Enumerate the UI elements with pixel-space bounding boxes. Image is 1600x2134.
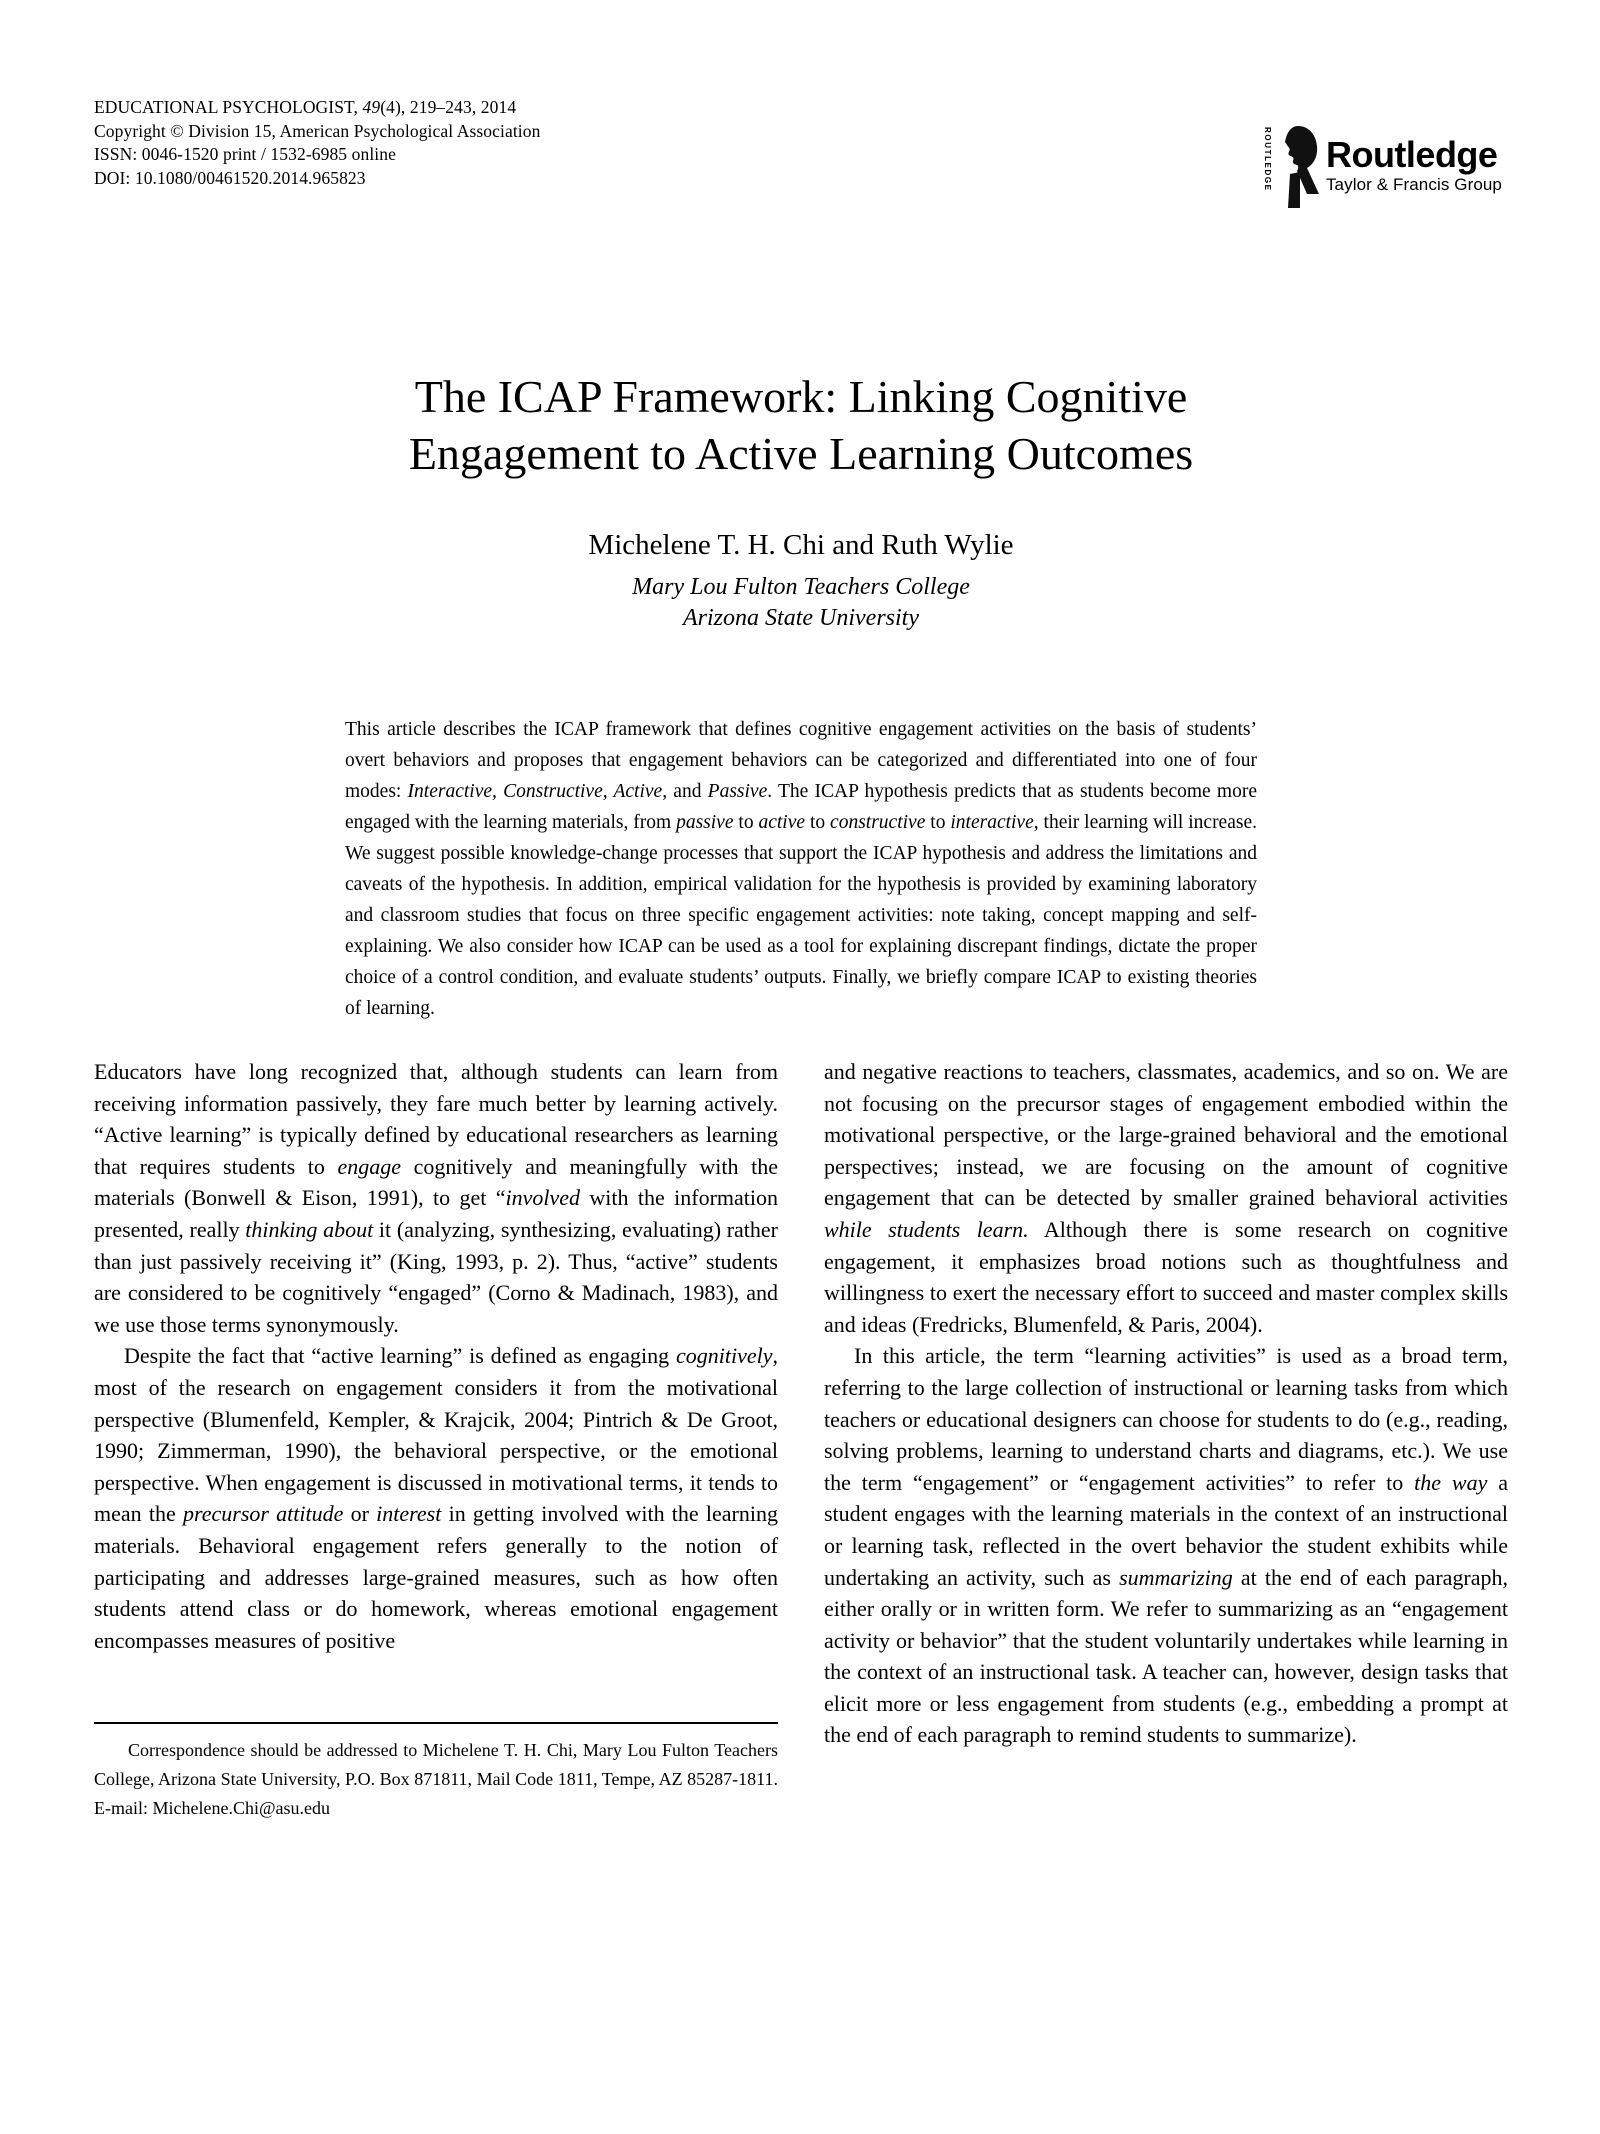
journal-citation-line: EDUCATIONAL PSYCHOLOGIST, 49(4), 219–243, 2014 <box>94 97 517 117</box>
issn-line: ISSN: 0046-1520 print / 1532-6985 online <box>94 144 396 164</box>
body-paragraph: Educators have long recognized that, although students can learn from receiving information passively, they fare much better by learning actively. “Active learning” is typically defined by educational researchers as learning that requires students to engage cognitively and meaningfully with the materials (Bonwell & Eison, 1991), to get “involved with the information presented, really thinking about it (analyzing, synthesizing, evaluating) rather than just passively receiving it” (King, 1993, p. 2). Thus, “active” students are considered to be cognitively “engaged” (Corno & Madinach, 1983), and we use those terms synonymously. <box>94 1059 779 1337</box>
body-paragraph: Despite the fact that “active learning” is defined as engaging cognitively, most of the research on engagement considers it from the motivational perspective (Blumenfeld, Kempler, & Krajcik, 2004; Pintrich & De Groot, 1990; Zimmerman, 1990), the behavioral perspective, or the emotional perspective. When engagement is discussed in motivational terms, it tends to mean the precursor attitude or interest in getting involved with the learning materials. Behavioral engagement refers generally to the notion of participating and addresses large-grained measures, such as how often students attend class or do homework, whereas emotional engagement encompasses measures of positive <box>94 1343 778 1653</box>
body-columns <box>94 1056 1508 1823</box>
copyright-line: Copyright © Division 15, American Psychological Association <box>94 120 541 141</box>
affiliation-university: Arizona State University <box>683 605 919 631</box>
routledge-vertical-text: ROUTLEDGE <box>1262 127 1272 192</box>
article-affiliation <box>94 572 1508 634</box>
journal-info-block <box>94 96 540 190</box>
article-title: The ICAP Framework: Linking Cognitive Engagement to Active Learning Outcomes <box>408 371 1194 479</box>
affiliation-college: Mary Lou Fulton Teachers College <box>632 574 970 600</box>
correspondence-text: Correspondence should be addressed to Michelene T. H. Chi, Mary Lou Fulton Teachers College, Arizona State University, P.O. Box 871811, Mail Code 1811, Tempe, AZ 85287-1811. E-mail: Michelene.Chi@asu.edu <box>94 1740 778 1819</box>
body-paragraph: and negative reactions to teachers, classmates, academics, and so on. We are not focusing on the precursor stages of engagement embodied within the motivational perspective, or the large-grained behavioral and the emotional perspectives; instead, we are focusing on the amount of cognitive engagement that can be detected by smaller grained behavioral activities while students learn. Although there is some research on cognitive engagement, it emphasizes broad notions such as thoughtfulness and willingness to exert the necessary effort to succeed and master complex skills and ideas (Fredricks, Blumenfeld, & Paris, 2004). <box>824 1059 1508 1337</box>
left-column <box>94 1056 778 1823</box>
body-paragraph: In this article, the term “learning activities” is used as a broad term, referring to the large collection of instructional or learning tasks from which teachers or educational designers can choose for students to do (e.g., reading, solving problems, learning to understand charts and diagrams, etc.). We use the term “engagement” or “engagement activities” to refer to the way a student engages with the learning materials in the context of an instructional or learning task, reflected in the overt behavior the student exhibits while undertaking an activity, such as summarizing at the end of each paragraph, either orally or in written form. We refer to summarizing as an “engagement activity or behavior” that the student voluntarily undertakes while learning in the context of an instructional task. A teacher can, however, design tasks that elicit more or less engagement from students (e.g., embedding a prompt at the end of each paragraph to remind students to summarize). <box>824 1343 1509 1748</box>
right-column <box>824 1056 1508 1823</box>
article-authors: Michelene T. H. Chi and Ruth Wylie <box>588 529 1014 561</box>
abstract: This article describes the ICAP framework that defines cognitive engagement activities on the basis of students’ overt behaviors and proposes that engagement behaviors can be categorized and differentiated into one of four modes: Interactive, Constructive, Active, and Passive. The ICAP hypothesis predicts that as students become more engaged with the learning materials, from passive to active to constructive to interactive, their learning will increase. We suggest possible knowledge-change processes that support the ICAP hypothesis and address the limitations and caveats of the hypothesis. In addition, empirical validation for the hypothesis is provided by examining laboratory and classroom studies that focus on three specific engagement activities: note taking, concept mapping and self-explaining. We also consider how ICAP can be used as a tool for explaining discrepant findings, dictate the proper choice of a control condition, and evaluate students’ outputs. Finally, we briefly compare ICAP to existing theories of learning. <box>345 719 1257 1019</box>
publisher-tagline: Taylor & Francis Group <box>1325 175 1502 194</box>
correspondence-footnote <box>94 1722 778 1823</box>
routledge-head-icon <box>1276 124 1320 210</box>
publisher-logo <box>1262 124 1502 210</box>
doi-line: DOI: 10.1080/00461520.2014.965823 <box>94 167 366 188</box>
publisher-name-block <box>1326 124 1502 196</box>
routledge-logo-mark <box>1262 124 1320 210</box>
page-header <box>94 96 1508 210</box>
publisher-name: Routledge <box>1325 134 1498 175</box>
